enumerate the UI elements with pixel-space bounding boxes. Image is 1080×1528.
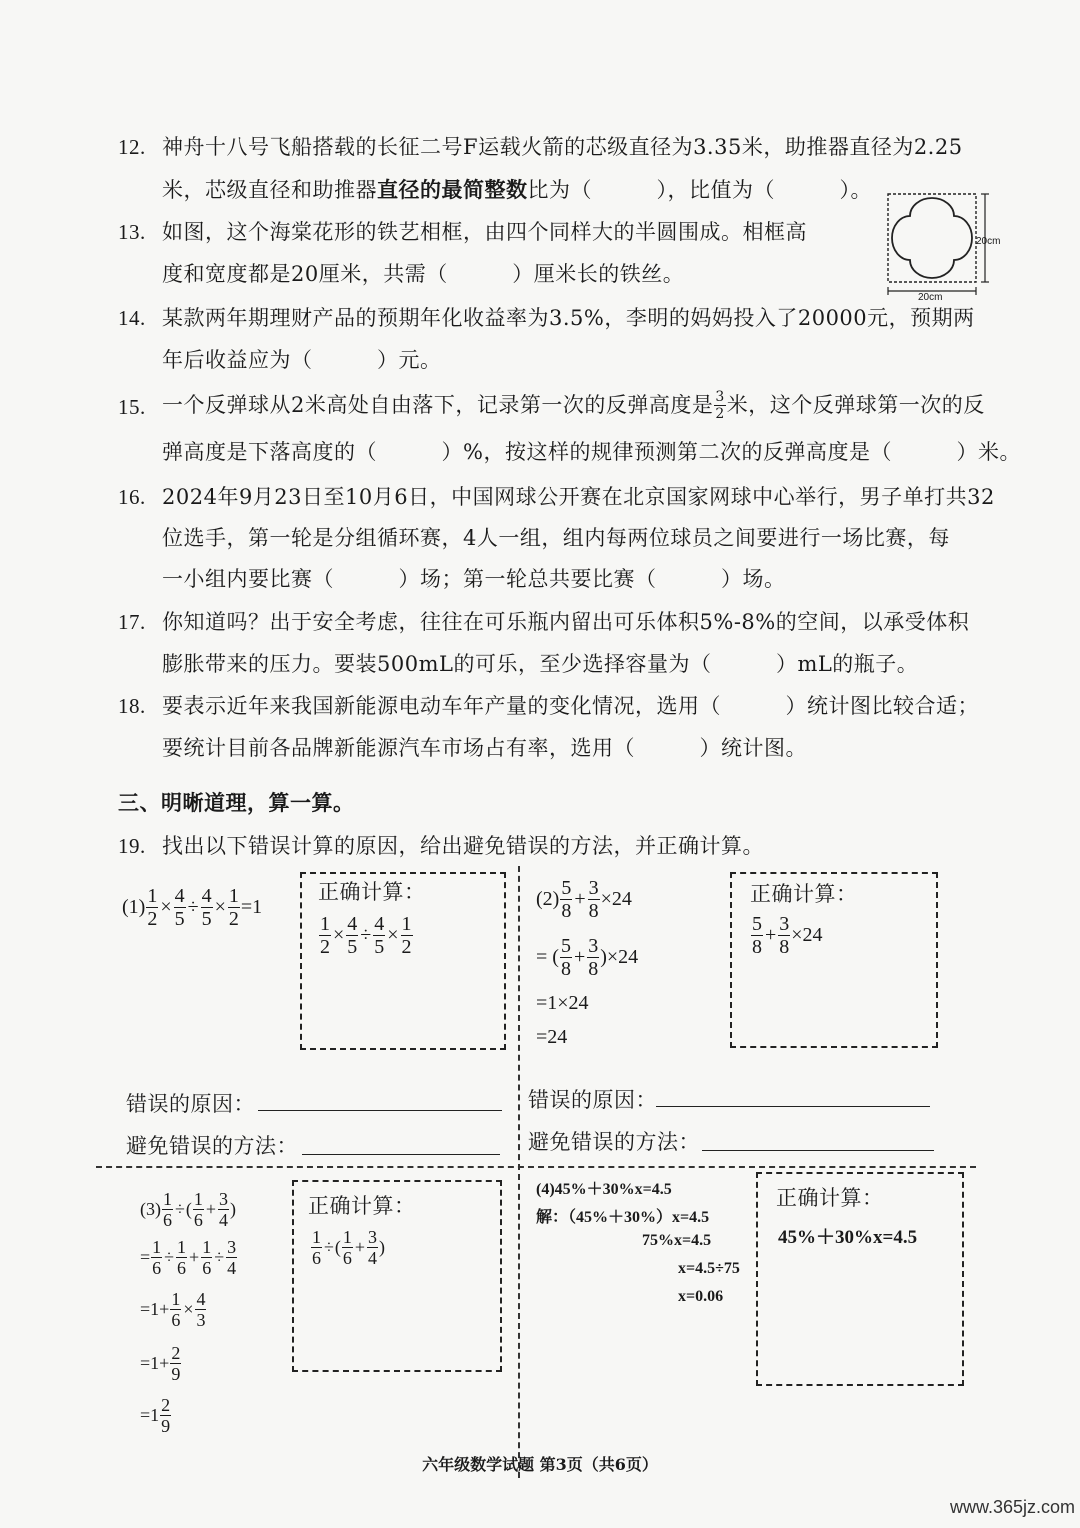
fig-height-label: 20cm bbox=[976, 236, 1001, 247]
p3-step3: =1+ $\frac{2}{9}$ bbox=[140, 1343, 181, 1384]
p2-reason-blank[interactable] bbox=[656, 1106, 930, 1107]
p3-step4: =1 $\frac{2}{9}$ bbox=[140, 1395, 171, 1436]
p4-correct-expression: 45%＋30%x=4.5 bbox=[778, 1227, 918, 1248]
q18-line1: 要表示近年来我国新能源电动车年产量的变化情况，选用（ ）统计图比较合适； bbox=[162, 694, 979, 718]
q15-number: 15. bbox=[118, 395, 146, 419]
p1-reason-blank[interactable] bbox=[258, 1110, 502, 1111]
q16-line1: 2024年9月23日至10月6日，中国网球公开赛在北京国家网球中心举行，男子单打共32 bbox=[162, 485, 995, 509]
p1-correct-label: 正确计算： bbox=[318, 880, 426, 904]
q16-line2: 位选手，第一轮是分组循环赛，4人一组，组内每两位球员之间要进行一场比赛，每 bbox=[162, 526, 950, 550]
q14-line2: 年后收益应为（ ）元。 bbox=[162, 348, 442, 372]
q15-line2: 弹高度是下落高度的（ ）%，按这样的规律预测第二次的反弹高度是（ ）米。 bbox=[162, 440, 1021, 464]
p4-step4: x=0.06 bbox=[678, 1288, 724, 1305]
p1-expression: (1) $\frac{1}{2}$ × $\frac{4}{5}$ ÷ $\frac{4}{5}$ × $\frac{1}{2}$ =1 bbox=[122, 885, 263, 930]
q12-line2: 米，芯级直径和助推器直径的最简整数比为（ ），比值为（ ）。 bbox=[162, 177, 872, 202]
q14-number: 14. bbox=[118, 306, 146, 330]
vertical-divider bbox=[518, 866, 520, 1478]
horizontal-divider bbox=[96, 1166, 976, 1168]
section3-title: 三、明晰道理，算一算。 bbox=[118, 790, 355, 815]
q13-line1: 如图，这个海棠花形的铁艺相框，由四个同样大的半圆围成。相框高 bbox=[162, 220, 807, 244]
q18-number: 18. bbox=[118, 694, 146, 718]
fig-width-label: 20cm bbox=[918, 292, 943, 303]
q19-number: 19. bbox=[118, 834, 146, 858]
p4-equation: (4)45%＋30%x=4.5 bbox=[536, 1181, 672, 1198]
q16-number: 16. bbox=[118, 485, 146, 509]
p3-correct-label: 正确计算： bbox=[308, 1194, 416, 1218]
q13-number: 13. bbox=[118, 220, 146, 244]
p1-reason-label: 错误的原因： bbox=[126, 1092, 255, 1116]
p4-step1: 解：（45%＋30%）x=4.5 bbox=[536, 1209, 710, 1226]
p4-step3: x=4.5÷75 bbox=[678, 1260, 740, 1277]
q17-line2: 膨胀带来的压力。要装500mL的可乐，至少选择容量为（ ）mL的瓶子。 bbox=[162, 652, 919, 676]
p1-method-blank[interactable] bbox=[302, 1154, 500, 1155]
q14-line1: 某款两年期理财产品的预期年化收益率为3.5%，李明的妈妈投入了20000元，预期两 bbox=[162, 306, 975, 330]
p3-expression: (3) $\frac{1}{6}$ ÷ ( $\frac{1}{6}$ + $\frac{3}{4}$ ) bbox=[140, 1189, 237, 1230]
p4-step2: 75%x=4.5 bbox=[642, 1232, 712, 1249]
q19-text: 找出以下错误计算的原因，给出避免错误的方法，并正确计算。 bbox=[162, 834, 764, 858]
q16-line3: 一小组内要比赛（ ）场；第一轮总共要比赛（ ）场。 bbox=[162, 567, 786, 591]
q17-number: 17. bbox=[118, 610, 146, 634]
q15-line1: 一个反弹球从2米高处自由落下，记录第一次的反弹高度是 $\frac{3}{2}$ 米，这个反弹球第一次的反 bbox=[162, 389, 985, 422]
p3-step2: =1+ $\frac{1}{6}$ × $\frac{4}{3}$ bbox=[140, 1289, 206, 1330]
p2-expression: (2) $\frac{5}{8}$ + $\frac{3}{8}$ ×24 bbox=[536, 877, 632, 922]
watermark: www.365jz.com bbox=[950, 1497, 1076, 1517]
p1-method-label: 避免错误的方法： bbox=[126, 1134, 298, 1158]
p2-correct-label: 正确计算： bbox=[750, 882, 858, 906]
page-footer: 六年级数学试题 第3页（共6页） bbox=[422, 1455, 658, 1474]
q12-number: 12. bbox=[118, 135, 146, 159]
p2-method-label: 避免错误的方法： bbox=[528, 1130, 700, 1154]
p2-reason-label: 错误的原因： bbox=[528, 1088, 657, 1112]
p3-correct-expression: $\frac{1}{6}$ ÷ ( $\frac{1}{6}$ + $\frac{3}{4}$ ) bbox=[312, 1227, 386, 1268]
p3-step1: = $\frac{1}{6}$ ÷ $\frac{1}{6}$ + $\frac{1}{6}$ ÷ $\frac{3}{4}$ bbox=[140, 1237, 237, 1278]
p2-correct-expression: $\frac{5}{8}$ + $\frac{3}{8}$ ×24 bbox=[752, 913, 823, 958]
q13-line2: 度和宽度都是20厘米，共需（ ）厘米长的铁丝。 bbox=[162, 262, 685, 286]
p2-step3: =24 bbox=[536, 1026, 568, 1048]
p2-method-blank[interactable] bbox=[702, 1150, 934, 1151]
p2-step2: =1×24 bbox=[536, 992, 589, 1014]
q18-line2: 要统计目前各品牌新能源汽车市场占有率，选用（ ）统计图。 bbox=[162, 736, 807, 760]
p2-step1: = ( $\frac{5}{8}$ + $\frac{3}{8}$ )×24 bbox=[536, 935, 639, 980]
p4-correct-label: 正确计算： bbox=[776, 1186, 884, 1210]
p1-correct-expression: $\frac{1}{2}$ × $\frac{4}{5}$ ÷ $\frac{4}{5}$ × $\frac{1}{2}$ bbox=[320, 913, 412, 958]
q17-line1: 你知道吗？出于安全考虑，往往在可乐瓶内留出可乐体积5%-8%的空间，以承受体积 bbox=[162, 610, 970, 634]
q15-fraction: $\frac{3}{2}$ bbox=[715, 389, 725, 422]
q12-line1: 神舟十八号飞船搭载的长征二号F运载火箭的芯级直径为3.35米，助推器直径为2.25 bbox=[162, 135, 963, 159]
